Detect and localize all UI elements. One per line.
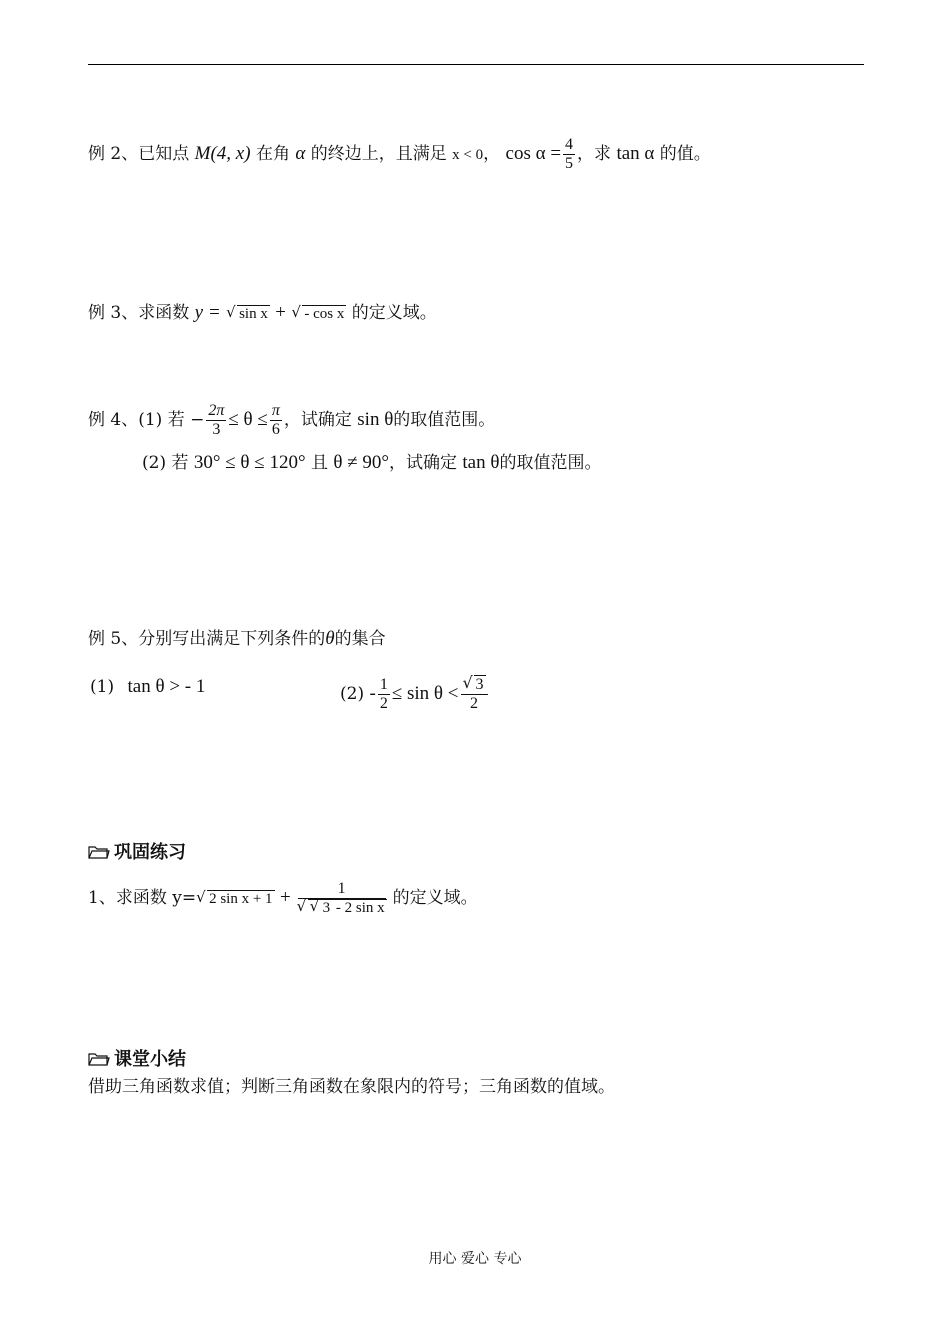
ex4-p2-tail: 的取值范围。 [499, 453, 602, 473]
ex5-p1-label: (1) [90, 677, 115, 697]
ex3-root-1 [226, 303, 270, 325]
practice-rest: - 2 sin x [335, 900, 385, 916]
practice-tail: 的定义域。 [392, 888, 478, 908]
ex5-denominator: 2 [379, 695, 388, 712]
ex2-condition: x < 0 [452, 147, 484, 163]
summary-text: 借助三角函数求值；判断三角函数在象限内的符号；三角函数的值域。 [88, 1077, 615, 1097]
ex3-radicand-1: sin x [239, 306, 268, 322]
ex2-text-3: ，求 [577, 144, 612, 164]
ex2-text-2: 的终边上，且满足 [310, 144, 447, 164]
ex4-denominator-1: 3 [212, 421, 221, 438]
ex5-lead: 例 5、分别写出满足下列条件的 [88, 629, 326, 649]
ex4-fraction-2 [270, 402, 282, 439]
ex3-tail: 的定义域。 [351, 303, 437, 323]
ex4-p2-not-equal: θ ≠ 90° [333, 452, 389, 473]
ex2-denominator: 5 [565, 155, 574, 172]
folder-icon [88, 843, 110, 857]
example-5-part-2 [340, 673, 490, 713]
practice-root-1 [196, 888, 274, 910]
ex4-p2-and: 且 [310, 453, 328, 473]
ex3-y: y = [194, 302, 221, 323]
practice-heading [88, 838, 186, 864]
ex3-lead: 例 3、求函数 [88, 303, 190, 323]
ex2-numerator: 4 [565, 136, 574, 153]
ex4-fraction-1 [206, 402, 226, 439]
ex4-p2-tan: tan θ [462, 452, 500, 473]
ex4-middle: ≤ θ ≤ [228, 409, 268, 430]
sqrt-icon: √ [296, 897, 307, 915]
summary-heading [88, 1045, 186, 1071]
sqrt-icon: √ [462, 673, 473, 692]
example-3 [88, 302, 437, 325]
example-4-part-2 [142, 452, 601, 474]
ex5-numerator: 1 [379, 676, 388, 693]
header-rule [88, 64, 864, 65]
ex5-minus: - [369, 683, 376, 704]
ex5-inequality: ≤ sin θ < [391, 683, 459, 704]
ex2-fraction [563, 136, 575, 173]
ex5-root [462, 673, 486, 694]
ex2-text-1: 在角 [255, 144, 290, 164]
ex4-denominator-2: 6 [271, 421, 280, 438]
sqrt-icon: √ [196, 888, 206, 906]
ex5-p1-expression: tan θ > - 1 [127, 676, 206, 697]
sqrt-icon: √ [309, 897, 320, 915]
practice-inner-root [310, 899, 333, 917]
example-4-part-1 [88, 402, 495, 439]
ex4-p2-expression: 30° ≤ θ ≤ 120° [193, 452, 306, 473]
ex4-sin: sin θ [357, 409, 394, 430]
example-5-part-1 [90, 676, 205, 698]
example-5 [88, 628, 386, 650]
practice-heading-text: 巩固练习 [114, 842, 186, 863]
ex4-p2-text: ，试确定 [389, 453, 457, 473]
ex2-tan: tan α [616, 143, 655, 164]
ex4-text-2: 的取值范围。 [393, 410, 496, 430]
ex5-radicand: 3 [475, 676, 484, 693]
ex2-comma: ， [483, 144, 501, 164]
practice-numerator: 1 [298, 880, 386, 899]
ex2-cos: cos α = [505, 143, 562, 164]
ex4-lead: 例 4、(1) 若 − [88, 410, 205, 430]
ex5-root-denominator: 2 [470, 695, 478, 712]
practice-problem-1 [88, 880, 478, 917]
ex5-p2-label: (2) [340, 684, 365, 704]
practice-radicand-1: 2 sin x + 1 [209, 891, 273, 907]
ex4-numerator-2: π [271, 402, 280, 419]
ex2-text-4: 的值。 [659, 144, 711, 164]
ex3-radicand-2: - cos x [304, 306, 345, 322]
folder-icon [88, 1050, 110, 1064]
summary-heading-text: 课堂小结 [114, 1049, 186, 1070]
ex2-alpha: α [295, 143, 306, 164]
example-2 [88, 136, 711, 173]
ex4-p2-lead: (2) 若 [142, 453, 189, 473]
page-footer: 用心 爱心 专心 [428, 1251, 522, 1267]
ex4-numerator-1: 2π [208, 402, 225, 419]
practice-lead: 1、求函数 y= [88, 888, 197, 908]
practice-inner-radicand: 3 [322, 900, 331, 916]
sqrt-icon: √ [291, 303, 301, 321]
ex5-fraction-1 [378, 676, 390, 713]
ex3-plus: + [275, 302, 286, 323]
ex2-lead: 例 2、已知点 [88, 144, 190, 164]
ex2-point: M(4, x) [194, 143, 251, 164]
ex5-tail: 的集合 [334, 629, 386, 649]
practice-plus: + [279, 887, 291, 908]
ex4-text-1: ，试确定 [283, 410, 352, 430]
ex5-fraction-2 [461, 673, 488, 713]
practice-fraction [295, 880, 389, 917]
ex5-theta: θ [325, 628, 335, 649]
ex3-root-2 [291, 303, 346, 325]
practice-outer-root [297, 899, 387, 917]
sqrt-icon: √ [226, 303, 236, 321]
